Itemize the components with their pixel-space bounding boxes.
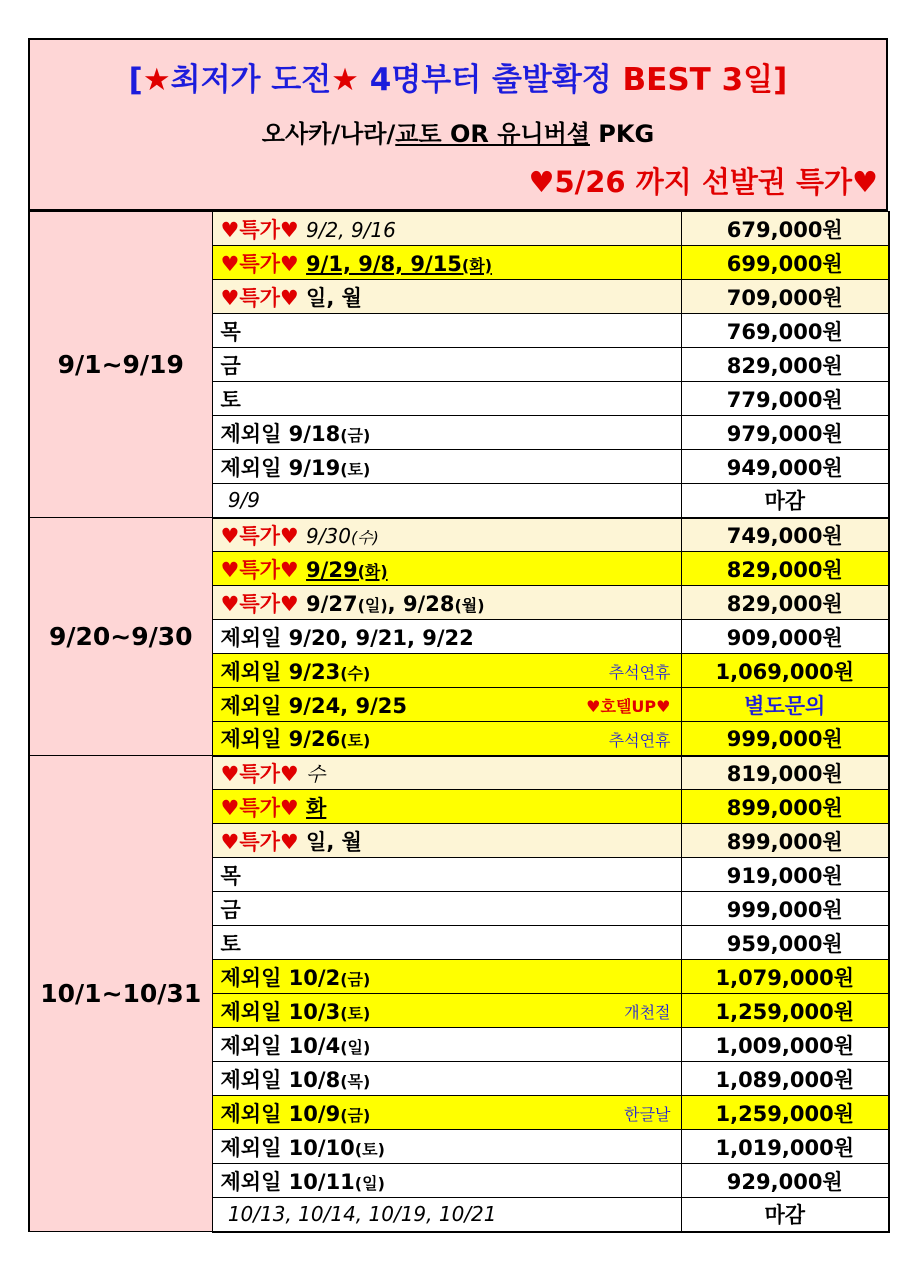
special-price-tag: ♥특가♥ — [220, 251, 299, 276]
row-dates — [289, 1102, 371, 1126]
row-date-text: 10/13, 10/14, 10/19, 10/21 — [227, 1202, 497, 1227]
row-description — [212, 450, 681, 484]
row-dates — [289, 1068, 371, 1092]
row-price: 별도문의 — [681, 688, 889, 722]
subtitle — [30, 114, 886, 149]
row-weekday: (일) — [357, 595, 388, 615]
row-description — [212, 484, 681, 518]
row-date-text: 9/24, 9/25 — [288, 693, 407, 718]
row-description — [212, 926, 681, 960]
row-date-text: 금 — [220, 353, 241, 378]
row-description — [212, 790, 681, 824]
row-description — [212, 416, 681, 450]
row-date-text: , 9/28 — [387, 591, 455, 616]
row-price: 829,000원 — [681, 348, 889, 382]
row-price: 769,000원 — [681, 314, 889, 348]
row-price: 709,000원 — [681, 280, 889, 314]
row-date-text: 9/9 — [227, 488, 260, 513]
row-description — [212, 348, 681, 382]
row-weekday: (화) — [357, 561, 388, 581]
row-description — [212, 314, 681, 348]
row-dates — [289, 422, 371, 446]
row-weekday: (월) — [454, 595, 485, 615]
row-date-text: 10/9 — [288, 1101, 341, 1126]
excluded-date-label: 제외일 — [220, 659, 282, 684]
row-date-text: 화 — [306, 795, 327, 820]
excluded-date-label: 제외일 — [220, 727, 282, 752]
excluded-date-label: 제외일 — [220, 1169, 282, 1194]
row-description — [212, 212, 681, 246]
headline-bracket: [ — [128, 62, 143, 98]
header-box — [28, 38, 888, 211]
row-price: 699,000원 — [681, 246, 889, 280]
row-weekday: (금) — [340, 425, 371, 445]
row-description — [212, 1096, 681, 1130]
row-price: 899,000원 — [681, 790, 889, 824]
period-label: 9/1~9/19 — [29, 212, 212, 518]
row-price: 1,009,000원 — [681, 1028, 889, 1062]
special-price-tag: ♥특가♥ — [220, 795, 299, 820]
row-date-text: 9/2, 9/16 — [306, 217, 396, 242]
row-date-text: 수 — [306, 761, 326, 786]
row-date-text: 토 — [220, 387, 241, 412]
row-date-text: 목 — [220, 319, 241, 344]
row-date-text: 10/4 — [288, 1033, 341, 1058]
row-price: 779,000원 — [681, 382, 889, 416]
row-date-text: 금 — [220, 897, 241, 922]
row-dates — [289, 727, 371, 751]
row-date-text: 10/11 — [288, 1169, 355, 1194]
row-weekday: (금) — [340, 969, 371, 989]
row-description — [212, 858, 681, 892]
row-dates — [289, 966, 371, 990]
row-description — [212, 960, 681, 994]
row-price: 1,259,000원 — [681, 1096, 889, 1130]
row-dates — [221, 898, 241, 922]
table-row — [29, 756, 889, 790]
row-description — [212, 280, 681, 314]
excluded-date-label: 제외일 — [220, 1135, 282, 1160]
row-price: 1,089,000원 — [681, 1062, 889, 1096]
row-dates — [306, 830, 362, 854]
row-price: 949,000원 — [681, 450, 889, 484]
row-dates — [306, 252, 492, 276]
row-dates — [221, 320, 241, 344]
excluded-date-label: 제외일 — [220, 1101, 282, 1126]
row-price: 959,000원 — [681, 926, 889, 960]
row-note: 추석연휴 — [608, 731, 671, 750]
row-dates — [306, 558, 388, 582]
row-dates — [289, 1000, 371, 1024]
row-date-text: 목 — [220, 863, 241, 888]
row-price: 829,000원 — [681, 586, 889, 620]
special-price-tag: ♥특가♥ — [220, 557, 299, 582]
row-dates — [289, 694, 407, 718]
excluded-date-label: 제외일 — [220, 999, 282, 1024]
row-description — [212, 688, 681, 722]
row-price: 1,259,000원 — [681, 994, 889, 1028]
row-weekday: (수) — [340, 663, 371, 683]
row-price: 749,000원 — [681, 518, 889, 552]
subtitle-cities: 오사카/나라/ — [261, 120, 396, 148]
row-description — [212, 892, 681, 926]
row-description — [212, 620, 681, 654]
row-description — [212, 824, 681, 858]
row-description — [212, 586, 681, 620]
row-description — [212, 1164, 681, 1198]
row-price: 909,000원 — [681, 620, 889, 654]
row-dates — [306, 796, 326, 820]
row-description — [212, 654, 681, 688]
star-icon: ★ — [142, 62, 171, 98]
row-description — [212, 246, 681, 280]
excluded-date-label: 제외일 — [220, 421, 282, 446]
row-weekday: (일) — [340, 1037, 371, 1057]
row-weekday: (토) — [340, 731, 371, 751]
row-date-text: 9/27 — [306, 591, 358, 616]
headline-lowest-price: 최저가 도전 — [170, 62, 332, 98]
row-price: 1,079,000원 — [681, 960, 889, 994]
row-price: 899,000원 — [681, 824, 889, 858]
row-note: 한글날 — [624, 1105, 671, 1124]
row-price: 마감 — [681, 1198, 889, 1232]
subtitle-pkg: PKG — [589, 120, 655, 148]
row-date-text: 9/30 — [306, 523, 351, 548]
star-icon: ★ — [331, 62, 359, 98]
headline — [30, 54, 886, 99]
headline-best: BEST 3일] — [622, 62, 788, 98]
row-date-text: 토 — [220, 931, 241, 956]
period-label: 9/20~9/30 — [29, 518, 212, 756]
row-date-text: 10/3 — [288, 999, 341, 1024]
excluded-date-label: 제외일 — [220, 693, 282, 718]
row-dates — [221, 354, 241, 378]
row-date-text: 9/1, 9/8, 9/15 — [306, 251, 462, 276]
excluded-date-label: 제외일 — [220, 455, 282, 480]
row-description — [212, 756, 681, 790]
row-note: 추석연휴 — [608, 663, 671, 682]
row-dates — [289, 1034, 371, 1058]
price-table — [28, 211, 890, 1233]
row-dates — [306, 218, 396, 242]
row-price: 999,000원 — [681, 892, 889, 926]
row-dates — [306, 762, 325, 786]
row-description — [212, 1198, 681, 1232]
row-price: 979,000원 — [681, 416, 889, 450]
special-price-tag: ♥특가♥ — [220, 829, 299, 854]
row-note: 개천절 — [624, 1003, 671, 1022]
row-description — [212, 518, 681, 552]
special-price-tag: ♥특가♥ — [220, 523, 299, 548]
row-weekday: (토) — [354, 1139, 385, 1159]
special-price-tag: ♥특가♥ — [220, 285, 299, 310]
row-price: 999,000원 — [681, 722, 889, 756]
row-weekday: (수) — [350, 527, 379, 547]
row-dates — [289, 626, 474, 650]
excluded-date-label: 제외일 — [220, 1067, 282, 1092]
table-row — [29, 518, 889, 552]
row-date-text: 9/18 — [288, 421, 341, 446]
row-dates — [289, 1136, 385, 1160]
row-description — [212, 552, 681, 586]
row-date-text: 9/26 — [288, 727, 341, 752]
row-price: 819,000원 — [681, 756, 889, 790]
row-date-text: 9/19 — [288, 455, 341, 480]
row-weekday: (화) — [461, 255, 493, 275]
row-date-text: 10/2 — [288, 965, 341, 990]
special-price-tag: ♥특가♥ — [220, 761, 299, 786]
row-date-text: 10/8 — [288, 1067, 341, 1092]
row-dates — [306, 286, 362, 310]
row-weekday: (토) — [340, 1003, 371, 1023]
row-price: 1,019,000원 — [681, 1130, 889, 1164]
row-dates — [289, 1170, 385, 1194]
row-dates — [306, 592, 485, 616]
row-date-text: 9/29 — [306, 557, 358, 582]
row-price: 1,069,000원 — [681, 654, 889, 688]
row-price: 679,000원 — [681, 212, 889, 246]
row-date-text: 일, 월 — [306, 829, 362, 854]
headline-departure: 4명부터 출발확정 — [358, 62, 623, 98]
row-description — [212, 382, 681, 416]
row-date-text: 9/20, 9/21, 9/22 — [288, 625, 474, 650]
row-dates — [221, 388, 241, 412]
special-price-tag: ♥특가♥ — [220, 217, 299, 242]
row-dates — [221, 864, 241, 888]
row-weekday: (목) — [340, 1071, 371, 1091]
row-weekday: (일) — [354, 1173, 385, 1193]
subtitle-options: 교토 OR 유니버셜 — [395, 120, 590, 148]
row-description — [212, 1062, 681, 1096]
excluded-date-label: 제외일 — [220, 965, 282, 990]
excluded-date-label: 제외일 — [220, 625, 282, 650]
row-description — [212, 722, 681, 756]
row-description — [212, 994, 681, 1028]
special-price-tag: ♥특가♥ — [220, 591, 299, 616]
row-price: 829,000원 — [681, 552, 889, 586]
table-row — [29, 212, 889, 246]
row-dates — [289, 660, 371, 684]
row-dates — [228, 488, 260, 512]
excluded-date-label: 제외일 — [220, 1033, 282, 1058]
price-sheet — [28, 38, 888, 1233]
row-price: 마감 — [681, 484, 889, 518]
row-dates — [289, 456, 371, 480]
row-description — [212, 1130, 681, 1164]
row-date-text: 9/23 — [288, 659, 341, 684]
row-dates — [221, 932, 241, 956]
promo-deadline: ♥5/26 까지 선발권 특가♥ — [528, 165, 878, 199]
row-dates — [306, 524, 379, 548]
row-description — [212, 1028, 681, 1062]
row-price: 929,000원 — [681, 1164, 889, 1198]
row-weekday: (토) — [340, 459, 371, 479]
row-weekday: (금) — [340, 1105, 371, 1125]
row-dates — [228, 1202, 497, 1226]
row-date-text: 일, 월 — [306, 285, 362, 310]
period-label: 10/1~10/31 — [29, 756, 212, 1232]
row-date-text: 10/10 — [288, 1135, 355, 1160]
row-note: ♥호텔UP♥ — [586, 697, 671, 716]
row-price: 919,000원 — [681, 858, 889, 892]
